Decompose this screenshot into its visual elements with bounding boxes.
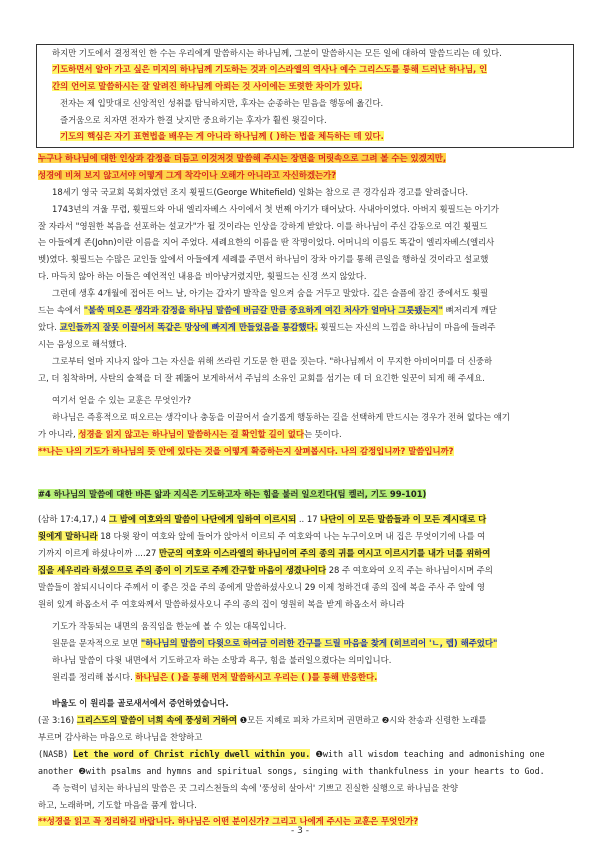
body-line bbox=[38, 319, 574, 335]
proof-heading bbox=[38, 695, 588, 711]
body-line: 잘 자라서 "영원한 복음을 선포하는 설교가"가 될 것이라는 인상을 강하게 받았다. 이를 하나님이 주신 감동으로 여긴 휫필드 bbox=[38, 221, 488, 231]
lesson-question: 여기서 얻을 수 있는 교훈은 무엇인가? bbox=[52, 395, 192, 405]
section-title: #4 하나님의 말씀에 대한 바른 앎과 지식은 기도하고자 하는 힘을 불러 일으킨다(팀 켈러, 기도 99-101) bbox=[38, 489, 427, 499]
scripture-line-6: 원히 있게 하옵소서 주 여호와께서 말씀하셨사오니 주의 종의 집이 영원히 복을 받게 하옵소서 하니라 bbox=[38, 599, 405, 609]
scripture-line-5: 말씀들이 참되시니이다 주께서 이 좋은 것을 주의 종에게 말씀하셨사오니 29 이제 청하건대 종의 집에 복을 주사 주 앞에 영 bbox=[38, 582, 485, 592]
box-line-2-text: 기도하면서 알아 가고 싶은 미지의 하나님께 기도하는 것과 이스라엘의 역사나 예수 그리스도를 통해 드러난 하나님, 인 bbox=[52, 64, 488, 74]
nasb-emphasis: Let the word of Christ richly dwell within you. bbox=[73, 749, 311, 759]
scripture-line-4 bbox=[38, 562, 574, 578]
box-line-2 bbox=[38, 61, 588, 77]
scripture-text: .. 17 bbox=[296, 514, 321, 524]
question-1-line-1 bbox=[38, 150, 574, 166]
box-line-6-text: 기도의 핵심은 자기 표현법을 배우는 게 아니라 하나님께 ( )하는 법을 체득하는 데 있다. bbox=[60, 131, 384, 141]
scripture-emphasis: 나단이 이 모든 말씀들과 이 모든 계시대로 다 bbox=[320, 514, 487, 524]
scripture-line-3 bbox=[38, 545, 574, 561]
verse-text: ❶모든 지혜로 피차 가르치며 권면하고 ❷시와 찬송과 신령한 노래를 bbox=[236, 715, 487, 725]
highlighted-quote: "불쑥 떠오른 생각과 감정을 하나님 말씀에 버금갈 만큼 중요하게 여긴 처사가 얼마나 그릇됐는지" bbox=[83, 305, 444, 315]
highlighted-sentence: 교인들까지 잘못 이끌어서 똑같은 망상에 빠지게 만들었음을 통감했다. bbox=[59, 322, 318, 332]
scripture-emphasis: 만군의 여호와 이스라엘의 하나님이여 주의 종의 귀를 여시고 이르시기를 내가 너를 위하여 bbox=[158, 548, 491, 558]
body-text: 가 아니라, bbox=[38, 429, 79, 439]
colossians-comment-1: 즉 능력이 넘치는 하나님의 말씀은 곳 그리스천들의 속에 '풍성히 살아서' 기쁘고 진실한 실행으로 하나님을 찬양 bbox=[52, 783, 458, 793]
explanation-line-3: 하나님 말씀이 다윗 내면에서 기도하고자 하는 소망과 욕구, 힘을 불러일으켰다는 의미입니다. bbox=[52, 655, 392, 665]
body-text: 뼈저리게 깨닫 bbox=[443, 305, 497, 315]
scripture-emphasis: 집을 세우리라 하셨으므로 주의 종이 이 기도로 주께 간구할 마음이 생겼나이다 bbox=[38, 565, 327, 575]
body-text: 원문을 문자적으로 보면 bbox=[52, 638, 141, 648]
verse-ref: (골 3:16) bbox=[38, 715, 77, 725]
lesson-line-2 bbox=[38, 426, 574, 442]
body-text: 는 뜻이다. bbox=[303, 429, 342, 439]
question-1-text-2: 성경에 비쳐 보지 않고서야 어떻게 그게 착각이나 오해가 아니라고 자신하겠는가? bbox=[38, 170, 337, 180]
scripture-line-2 bbox=[38, 528, 574, 544]
box-line-1: 하지만 기도에서 결정적인 한 수는 우리에게 말씀하시는 하나님께, 그분이 말씀하시는 모든 일에 대하여 말씀드리는 데 있다. bbox=[52, 48, 502, 58]
colossians-line-1 bbox=[38, 712, 574, 728]
body-line: 시는 음성으로 해석했다. bbox=[38, 339, 127, 349]
scripture-ref: (삼하 17:4,17,) 4 bbox=[38, 514, 109, 524]
scripture-text: 18 다윗 왕이 여호와 앞에 들어가 앉아서 이르되 주 여호와여 나는 누구이오며 내 집은 무엇이기에 나를 여 bbox=[97, 531, 486, 541]
colossians-comment-2: 하고, 노래하며, 기도할 마음을 품게 합니다. bbox=[38, 800, 197, 810]
body-line: 는 아들에게 존(John)이란 이름을 지어 주었다. 세례요한의 이름을 딴 작명이었다. 어머니의 이름도 똑같이 엘리자베스(엘리사 bbox=[38, 237, 495, 247]
box-line-6 bbox=[38, 128, 596, 144]
proof-text: 바울도 이 원리를 골로새서에서 증언하였습니다. bbox=[52, 698, 229, 708]
verse-emphasis: 그리스도의 말씀이 너희 속에 풍성히 거하여 bbox=[76, 715, 237, 725]
explanation-line-1: 기도가 작동되는 내면의 움직임을 한눈에 볼 수 있는 대목입니다. bbox=[52, 621, 287, 631]
scripture-text: 28 주 여호와여 오직 주는 하나님이시며 주의 bbox=[326, 565, 493, 575]
body-text: 드는 속에서 bbox=[38, 305, 84, 315]
question-2-text: **나는 나의 기도가 하나님의 뜻 안에 있다는 것을 어떻게 확증하는지 살펴봅시다. 나의 감정입니까? 말씀입니까? bbox=[38, 446, 454, 456]
body-line bbox=[38, 302, 574, 318]
lesson-key-point: 성경을 읽지 않고는 하나님이 말씀하시는 걸 확인할 길이 없다 bbox=[78, 429, 304, 439]
principle-fill-blank: 하나님은 ( )을 통해 먼저 말씀하시고 우리는 ( )를 통해 반응한다. bbox=[135, 672, 378, 682]
scripture-text: 기까지 이르게 하셨나이까 ....27 bbox=[38, 548, 159, 558]
body-line: 고, 더 침착하며, 사탄의 술책을 더 잘 꿰뚫어 보게하셔서 주님의 소유인 교회를 섬기는 데 더 요긴한 일꾼이 되게 해 주세요. bbox=[38, 373, 485, 383]
explanation-quote: "하나님의 말씀이 다윗으로 하여금 이러한 간구를 드릴 마음을 찾게 (히브리어 'ㄴ, 렙) 해주었다" bbox=[140, 638, 498, 648]
box-line-5: 즐거움으로 치자면 전자가 한결 낫지만 중요하기는 후자가 훨씬 윗길이다. bbox=[60, 115, 327, 125]
question-1-line-2 bbox=[38, 167, 574, 183]
explanation-line-4 bbox=[38, 669, 588, 685]
body-text: 원리를 정리해 봅시다. bbox=[52, 672, 136, 682]
body-line: 벳)였다. 휫필드는 수많은 교인들 앞에서 아들에게 세례를 주면서 하나님이 장차 아기를 통해 큰일을 행하실 것이라고 설교했 bbox=[38, 254, 489, 264]
body-line: 그런데 생후 4개월에 접어든 어느 날, 아기는 갑자기 발작을 일으켜 숨을 거두고 말았다. 깊은 슬픔에 잠긴 중에서도 휫필 bbox=[52, 288, 489, 298]
scripture-emphasis: 윗에게 말하니라 bbox=[38, 531, 98, 541]
body-line: 18세기 영국 국교회 목회자였던 조지 휫필드(George Whitefield) 일화는 참으로 큰 경각심과 경고를 알려줍니다. bbox=[52, 187, 469, 197]
box-line-3 bbox=[38, 78, 588, 94]
body-line: 1743년의 겨울 무렵, 휫필드와 아내 엘리자베스 사이에서 첫 번째 아기가 태어났다. 사내아이였다. 아버지 휫필드는 아기가 bbox=[52, 204, 499, 214]
colossians-line-2: 부르며 감사하는 마음으로 하나님을 찬양하고 bbox=[38, 732, 203, 742]
box-line-3-text: 간의 언어로 말씀하시는 잘 알려진 하나님께 아뢰는 것 사이에는 또렷한 차이가 있다. bbox=[52, 81, 363, 91]
body-line: 그로부터 얼마 지나지 않아 그는 자신을 위해 쓰라린 기도문 한 편을 짓는다. "하나님께서 이 무지한 아비어미를 더 신중하 bbox=[52, 356, 493, 366]
box-line-4: 전자는 제 입맛대로 신앙적인 성취를 탐닉하지만, 후자는 순종하는 믿음을 행동에 옮긴다. bbox=[60, 98, 384, 108]
lesson-line-1: 하나님은 즉흥적으로 떠오르는 생각이나 충동을 이끌어서 슬기롭게 행동하는 길을 선택하게 만드시는 경우가 전혀 없다는 얘기 bbox=[52, 412, 510, 422]
nasb-line-2: another ❷with psalms and hymns and spiritual songs, singing with thankfulness in your hearts to God. bbox=[38, 766, 545, 776]
nasb-line-1 bbox=[38, 746, 574, 762]
section-heading bbox=[38, 486, 574, 502]
body-line: 다. 마득치 않아 하는 이들은 예언적인 내용을 비아냥거렸지만, 휫필드는 신경 쓰지 않았다. bbox=[38, 271, 367, 281]
nasb-text: ❶with all wisdom teaching and admonishing one bbox=[310, 749, 545, 759]
verse-ref: (NASB) bbox=[38, 749, 74, 759]
body-text: 휫필드는 자신의 느낌을 하나님이 마음에 들려주 bbox=[317, 322, 496, 332]
question-1-text-1: 누구나 하나님에 대한 인상과 감정을 더듬고 이것저것 말씀해 주시는 장면을 머릿속으로 그려 볼 수는 있겠지만, bbox=[38, 153, 447, 163]
page-number: - 3 - bbox=[291, 826, 309, 836]
scripture-line-1 bbox=[38, 511, 574, 527]
question-2-line bbox=[38, 443, 574, 459]
explanation-line-2 bbox=[38, 635, 588, 651]
question-3-text: **성경을 읽고 꼭 정리하길 바랍니다. 하나님은 어떤 분이신가? 그리고 나에게 주시는 교훈은 무엇인가? bbox=[38, 816, 419, 826]
scripture-emphasis: 그 밤에 여호와의 말씀이 나단에게 임하여 이르시되 bbox=[108, 514, 297, 524]
body-text: 았다. bbox=[38, 322, 60, 332]
